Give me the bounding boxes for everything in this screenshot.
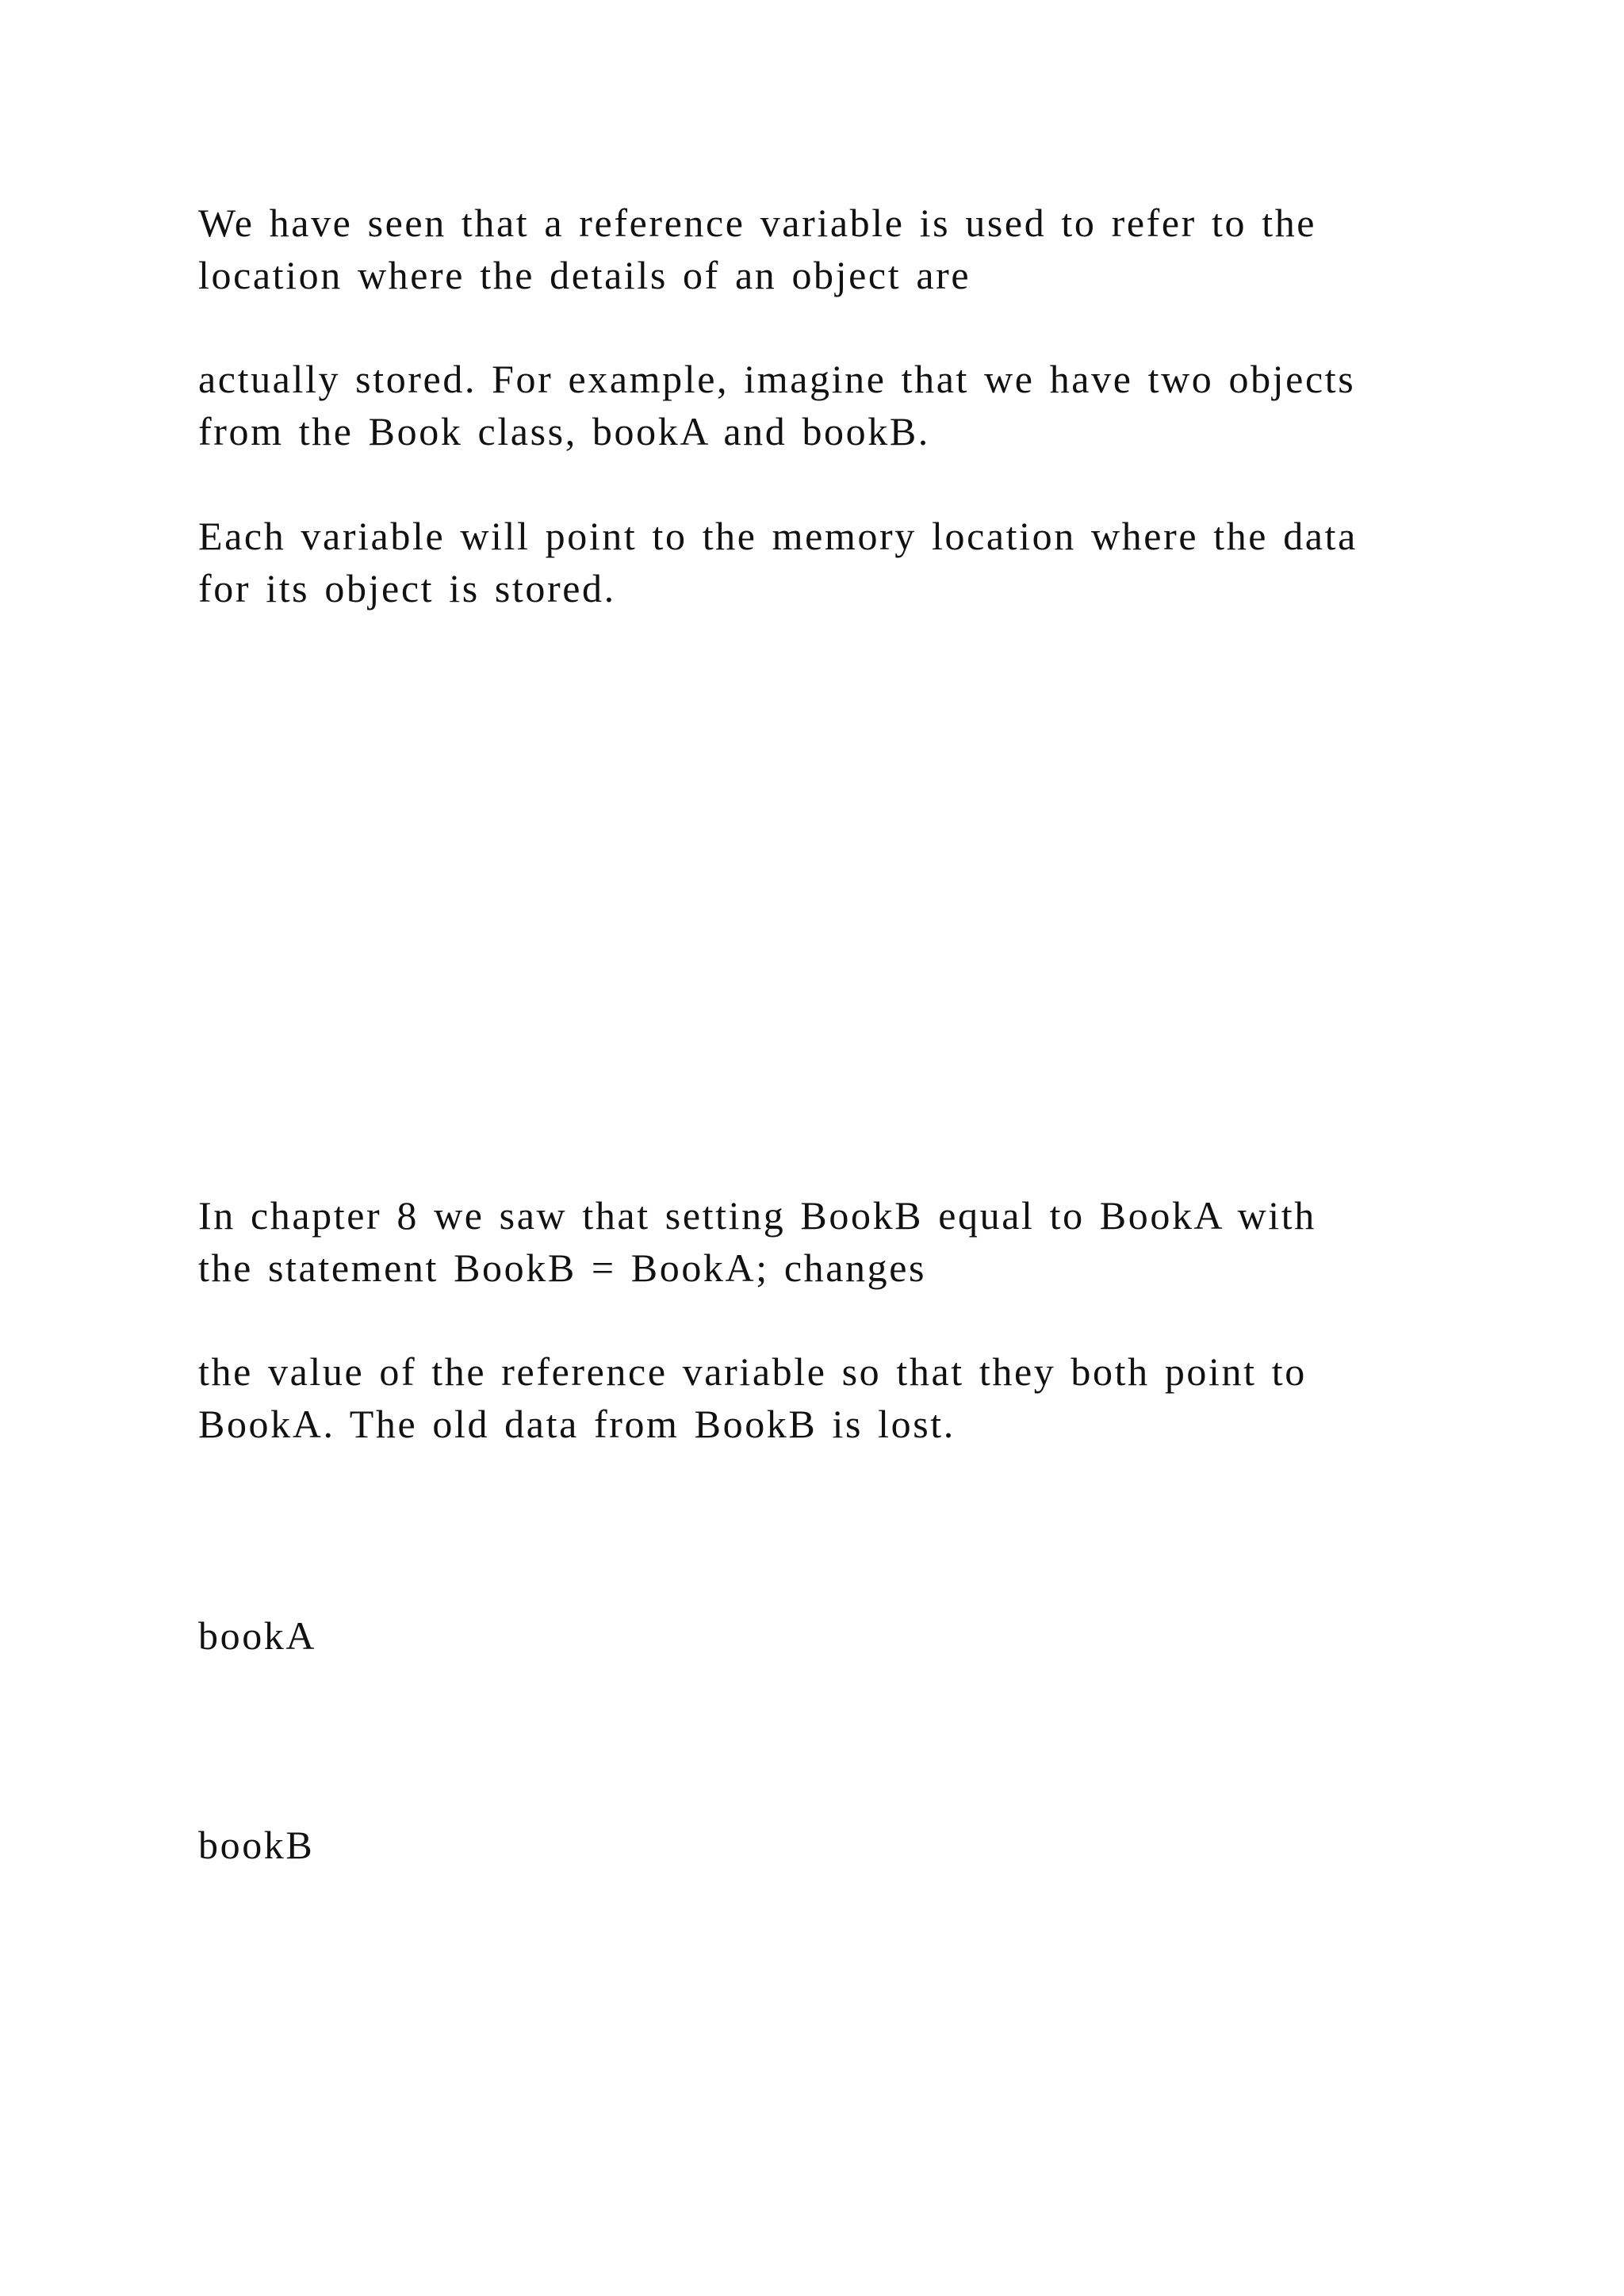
paragraph-old-data-lost: the value of the reference variable so that they both point to BookA. The old data from BookB is lost. <box>198 1349 1307 1446</box>
label-book-a: bookA <box>198 1613 317 1658</box>
paragraph-chapter-8-assignment: In chapter 8 we saw that setting BookB equal to BookA with the statement BookB = BookA; changes <box>198 1193 1316 1290</box>
paragraph-two-objects-example: actually stored. For example, imagine that we have two objects from the Book class, bookA and bookB. <box>198 357 1356 453</box>
paragraph-memory-location: Each variable will point to the memory location where the data for its object is stored. <box>198 514 1358 610</box>
label-book-b: bookB <box>198 1823 315 1867</box>
paragraph-reference-variable-intro: We have seen that a reference variable is used to refer to the location where the details of an object are <box>198 201 1317 297</box>
